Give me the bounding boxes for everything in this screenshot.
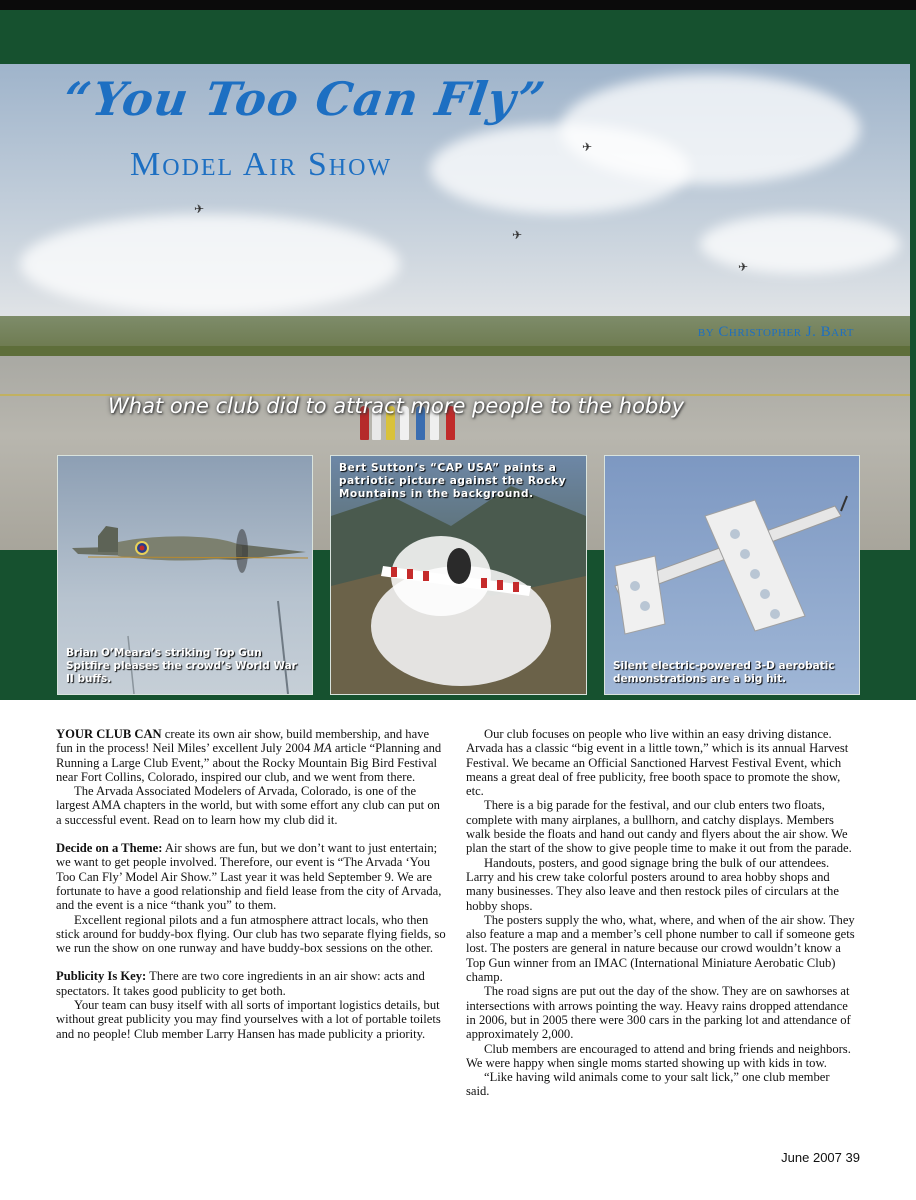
page-number: 39: [845, 1150, 860, 1165]
plane-icon: ✈: [512, 228, 523, 242]
article-column-left: [56, 727, 446, 1041]
paragraph: Handouts, posters, and good signage bring the bulk of our attendees. Larry and his crew take colorful posters around to area hobby shops and many businesses. They also leave and then restock piles of circulars at the hobby shops.: [466, 855, 839, 913]
plane-icon: ✈: [194, 202, 205, 216]
photo-3d-electric: [604, 455, 860, 695]
section-heading: Decide on a Theme:: [56, 841, 163, 856]
paragraph-text: Air shows are fun, but we don’t want to just entertain; we want to get people involved. Therefore, our event is “The Arvada ‘You Too Can Fly’ Model Air Show.” Last year it was held September 9. We are fortunate to have a good relationship and field lease from the city of Arvada, and the event is a nice “thank you” to them.: [56, 841, 442, 913]
byline: by Christopher J. Bart: [697, 324, 854, 340]
paragraph: [56, 727, 446, 784]
cloud: [700, 214, 900, 274]
paragraph: Your team can busy itself with all sorts of important logistics details, but without great publicity you may find yourselves with a lot of portable toilets and no people! Club member Larry Hansen has made publicity a priority.: [56, 998, 441, 1041]
paragraph: The posters supply the who, what, where, and when of the air show. They also feature a map and a member’s cell phone number to call if someone gets lost. The posters are general in nature because our crowd wouldn’t know a Top Gun winner from an IMAC (International Miniature Aerobatic Club) champ.: [466, 912, 855, 985]
cloud: [20, 214, 400, 314]
page-footer: [781, 1150, 860, 1165]
electric-plane-illustration: [605, 456, 859, 694]
paragraph: The Arvada Associated Modelers of Arvada, Colorado, is one of the largest AMA chapters in the world, but with some effort any club can put on a successful event. Read on to learn how my club did it.: [56, 784, 440, 827]
photo-spitfire: [57, 455, 313, 695]
paragraph: Excellent regional pilots and a fun atmosphere attract locals, who then stick around for buddy-box flying. Our club has two separate flying fields, so we run the show on one runway and have buddy-box sessions on the other.: [56, 912, 446, 956]
paragraph: [56, 969, 446, 998]
plane-icon: ✈: [582, 140, 593, 154]
paragraph-text: create its own air show, build membership, and have fun in the process! Neil Miles’ excellent July 2004: [56, 727, 430, 756]
paragraph: The road signs are put out the day of the show. They are on sawhorses at intersections with arrows pointing the way. Heavy rains dropped attendance in 2006, but in 2005 there were 300 cars in the parking lot and attendance of approximately 2,000.: [466, 984, 851, 1042]
article-title-script: “You Too Can Fly”: [60, 72, 549, 126]
side-green-band: [910, 64, 916, 554]
paragraph-text: article “Planning and Running a Large Club Event,” about the Rocky Mountain Big Bird Festival near Fort Collins, Colorado, inspired our club, and we went from there.: [56, 741, 442, 784]
lead-in: YOUR CLUB CAN: [56, 727, 162, 741]
plane-icon: ✈: [738, 260, 749, 274]
paragraph: [56, 841, 446, 912]
top-green-band: [0, 0, 916, 74]
photo-cap-usa: [330, 455, 587, 695]
tagline: What one club did to attract more people to the hobby: [108, 394, 685, 418]
article-title-subtitle: Model Air Show: [130, 146, 393, 183]
article-column-right: [466, 727, 856, 1099]
photo-caption-cap-usa: Bert Sutton’s “CAP USA” paints a patriotic picture against the Rocky Mountains in the background.: [339, 462, 567, 500]
paragraph-text: There are two core ingredients in an air show: acts and spectators. It takes good publicity to get both.: [56, 969, 425, 998]
paragraph: There is a big parade for the festival, and our club enters two floats, complete with many airplanes, a bullhorn, and catchy displays. Members walk beside the floats and hand out candy and flyers about the air show. We plan the start of the show to give people time to make it out from the parade.: [466, 798, 852, 856]
magazine-name: MA: [313, 741, 332, 756]
section-heading: Publicity Is Key:: [56, 969, 147, 984]
paragraph: Club members are encouraged to attend and bring friends and neighbors. We were happy when single moms started showing up with kids in tow.: [466, 1041, 851, 1070]
paragraph: Our club focuses on people who live within an easy driving distance. Arvada has a classic “big event in a little town,” which is its annual Harvest Festival. We became an Official Sanctioned Harvest Festival Event, which means a great deal of free publicity, free booth space to promote the show, etc.: [466, 727, 849, 799]
photo-caption-3d-electric: Silent electric-powered 3-D aerobatic demonstrations are a big hit.: [613, 660, 835, 685]
article-body: [56, 727, 856, 1137]
photo-caption-spitfire: Brian O’Meara’s striking Top Gun Spitfire pleases the crowd’s World War II buffs.: [66, 647, 297, 685]
cloud: [430, 124, 690, 214]
issue-date: June 2007: [781, 1150, 842, 1165]
paragraph: “Like having wild animals come to your salt lick,” one club member said.: [466, 1070, 830, 1099]
